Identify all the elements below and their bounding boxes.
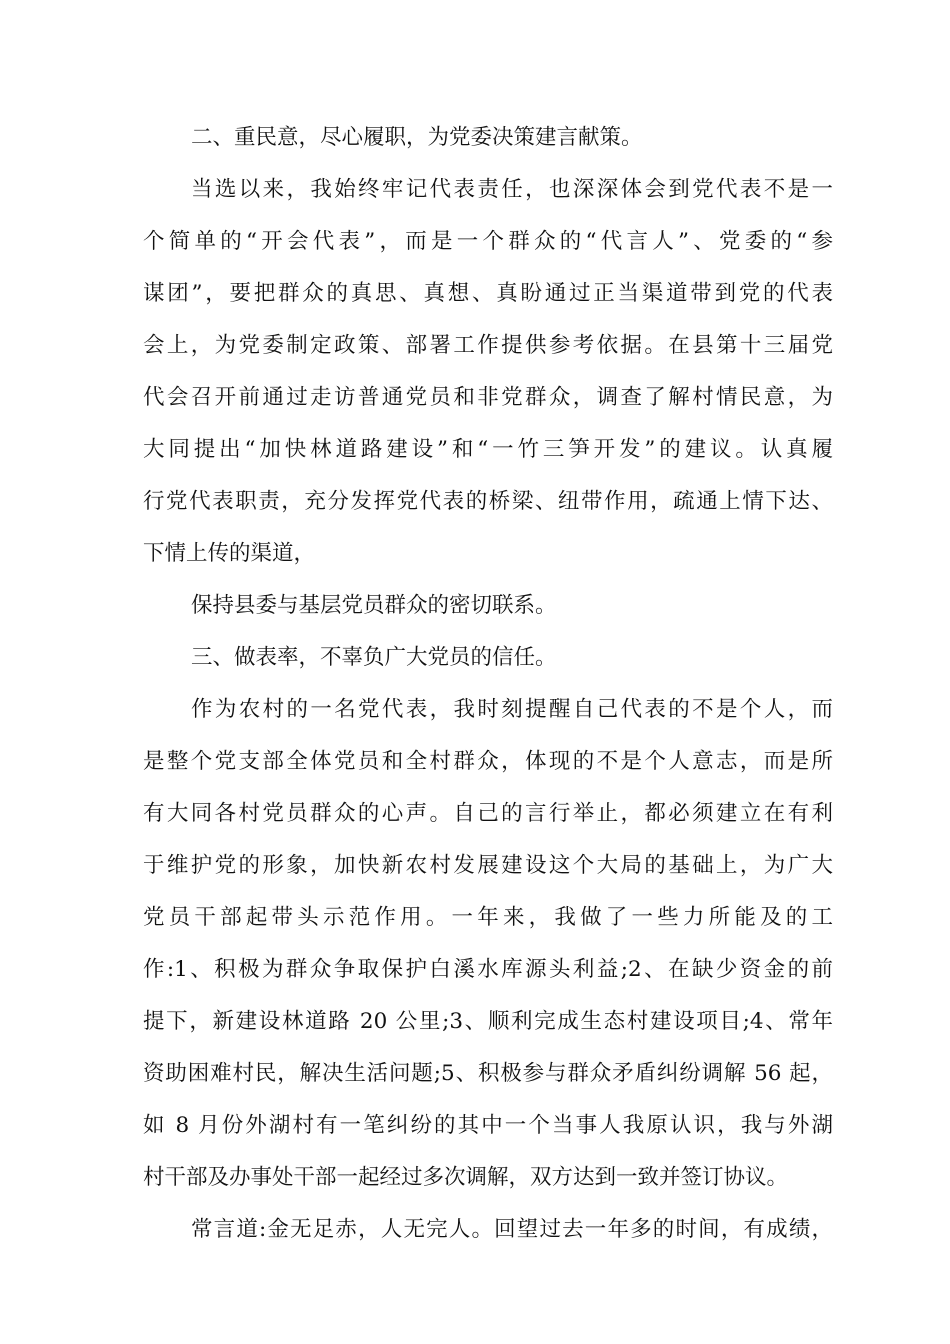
section-heading-2: 二、重民意，尽心履职，为党委决策建言献策。 [191, 125, 643, 150]
paragraph-line: 保持县委与基层党员群众的密切联系。 [191, 593, 557, 618]
paragraph-line: 是整个党支部全体党员和全村群众，体现的不是个人意志，而是所 [143, 749, 833, 774]
paragraph-line: 个简单的“开会代表”，而是一个群众的“代言人”、党委的“参 [143, 229, 833, 254]
paragraph-line: 有大同各村党员群众的心声。自己的言行举止，都必须建立在有利 [143, 801, 833, 826]
paragraph-line: 代会召开前通过走访普通党员和非党群众，调查了解村情民意，为 [143, 385, 833, 410]
paragraph-line: 村干部及办事处干部一起经过多次调解，双方达到一致并签订协议。 [143, 1165, 789, 1190]
paragraph-line: 党员干部起带头示范作用。一年来，我做了一些力所能及的工 [143, 905, 833, 930]
paragraph-line: 大同提出“加快林道路建设”和“一竹三笋开发”的建议。认真履 [143, 437, 833, 462]
paragraph-line: 于维护党的形象，加快新农村发展建设这个大局的基础上，为广大 [143, 853, 833, 878]
paragraph-line: 下情上传的渠道， [143, 541, 316, 566]
paragraph-line: 资助困难村民，解决生活问题;5、积极参与群众矛盾纠纷调解 56 起， [143, 1061, 833, 1086]
section-heading-3: 三、做表率，不辜负广大党员的信任。 [191, 645, 557, 670]
paragraph-line: 提下，新建设林道路 20 公里;3、顺利完成生态村建设项目;4、常年 [143, 1009, 833, 1034]
paragraph-line: 会上，为党委制定政策、部署工作提供参考依据。在县第十三届党 [143, 333, 833, 358]
paragraph-line: 如 8 月份外湖村有一笔纠纷的其中一个当事人我原认识，我与外湖 [143, 1113, 833, 1138]
paragraph-line: 谋团”，要把群众的真思、真想、真盼通过正当渠道带到党的代表 [143, 281, 833, 306]
paragraph-line: 当选以来，我始终牢记代表责任，也深深体会到党代表不是一 [191, 177, 833, 202]
paragraph-line: 作为农村的一名党代表，我时刻提醒自己代表的不是个人，而 [191, 697, 833, 722]
paragraph-line: 常言道:金无足赤，人无完人。回望过去一年多的时间，有成绩， [191, 1217, 833, 1242]
paragraph-line: 行党代表职责，充分发挥党代表的桥梁、纽带作用，疏通上情下达、 [143, 489, 833, 514]
paragraph-line: 作:1、积极为群众争取保护白溪水库源头利益;2、在缺少资金的前 [143, 957, 833, 982]
